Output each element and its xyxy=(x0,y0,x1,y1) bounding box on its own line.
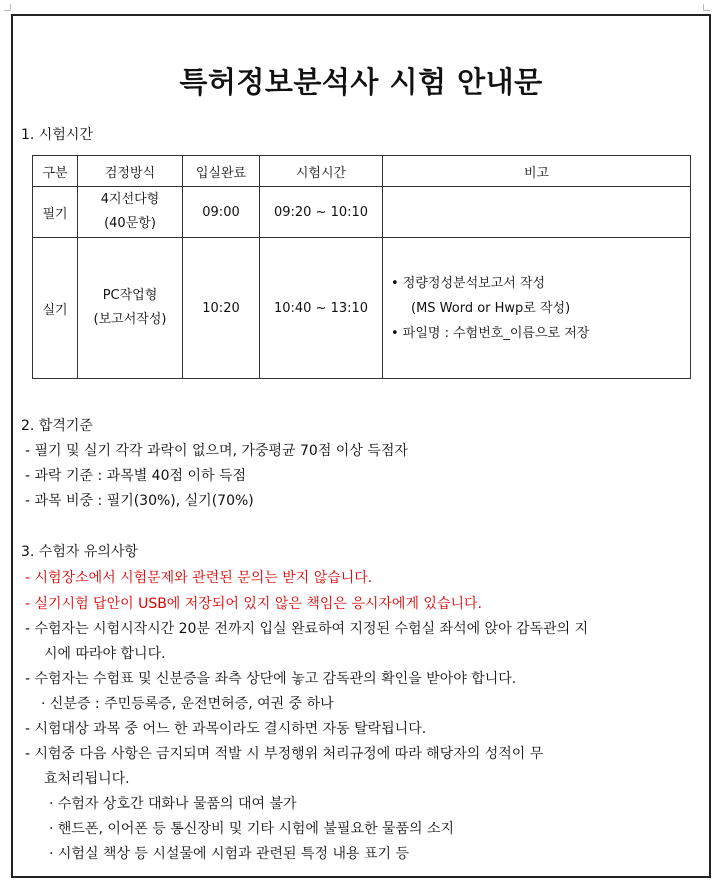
table-row-written xyxy=(33,187,691,238)
cell-method-line: 4지선다형 xyxy=(100,192,160,207)
header-notes: 비고 xyxy=(383,156,691,187)
cell-notes xyxy=(383,238,691,379)
table-header-row xyxy=(33,156,691,187)
section-exam-time-heading: 1. 시험시간 xyxy=(21,127,93,143)
cell-type: 실기 xyxy=(33,238,78,379)
note-line: • 정량정성분석보고서 작성 xyxy=(391,275,546,291)
cell-time: 09:20 ~ 10:10 xyxy=(260,187,383,238)
sub-list-item: · 핸드폰, 이어폰 등 통신장비 및 기타 시험에 불필요한 물품의 소지 xyxy=(49,821,455,837)
warning-item: - 실기시험 답안이 USB에 저장되어 있지 않은 책임은 응시자에게 있습니다. xyxy=(25,596,482,612)
cell-time: 10:40 ~ 13:10 xyxy=(260,238,383,379)
sub-list-item: · 시험실 책상 등 시설물에 시험과 관련된 특정 내용 표기 등 xyxy=(49,846,410,862)
cell-entry: 09:00 xyxy=(183,187,260,238)
list-item: - 시험대상 과목 중 어느 한 과목이라도 결시하면 자동 탈락됩니다. xyxy=(25,721,427,737)
header-entry: 입실완료 xyxy=(183,156,260,187)
list-item: - 과락 기준 : 과목별 40점 이하 득점 xyxy=(25,468,247,484)
sub-list-item: · 수험자 상호간 대화나 물품의 대여 불가 xyxy=(49,796,297,812)
list-item: - 과목 비중 : 필기(30%), 실기(70%) xyxy=(25,493,254,509)
header-method: 검정방식 xyxy=(78,156,183,187)
list-item: - 수험자는 수험표 및 신분증을 좌측 상단에 놓고 감독관의 확인을 받아야 합니다. xyxy=(25,671,517,687)
cell-entry: 10:20 xyxy=(183,238,260,379)
section-candidate-notes-heading: 3. 수험자 유의사항 xyxy=(21,544,138,560)
document-title: 특허정보분석사 시험 안내문 xyxy=(179,65,543,99)
table-row-practical xyxy=(33,238,691,379)
exam-schedule-table xyxy=(32,155,691,379)
note-line: (MS Word or Hwp로 작성) xyxy=(411,300,571,316)
list-item: - 필기 및 실기 각각 과락이 없으며, 가중평균 70점 이상 득점자 xyxy=(25,443,408,459)
cell-method-line: (보고서작성) xyxy=(93,312,167,327)
document-page xyxy=(11,14,711,878)
page-corner-mark-right xyxy=(703,4,710,11)
header-time: 시험시간 xyxy=(260,156,383,187)
sub-list-item: · 신분증 : 주민등록증, 운전면허증, 여권 중 하나 xyxy=(41,696,334,712)
cell-method xyxy=(78,187,183,238)
list-item: - 수험자는 시험시작시간 20분 전까지 입실 완료하여 지정된 수험실 좌석에 앉아 감독관의 지 xyxy=(25,621,589,637)
cell-method-line: PC작업형 xyxy=(102,288,158,303)
list-item-continuation: 시에 따라야 합니다. xyxy=(44,646,166,662)
cell-method xyxy=(78,238,183,379)
cell-notes xyxy=(383,187,691,238)
page-corner-mark-left xyxy=(4,4,11,11)
note-line: • 파일명 : 수험번호_이름으로 저장 xyxy=(391,325,590,341)
header-type: 구분 xyxy=(33,156,78,187)
cell-type: 필기 xyxy=(33,187,78,238)
cell-method-line: (40문항) xyxy=(104,216,156,231)
warning-item: - 시험장소에서 시험문제와 관련된 문의는 받지 않습니다. xyxy=(25,570,373,586)
list-item: - 시험중 다음 사항은 금지되며 적발 시 부정행위 처리규정에 따라 해당자의 성적이 무 xyxy=(25,746,544,762)
list-item-continuation: 효처리됩니다. xyxy=(44,771,130,787)
section-pass-criteria-heading: 2. 합격기준 xyxy=(21,418,93,434)
